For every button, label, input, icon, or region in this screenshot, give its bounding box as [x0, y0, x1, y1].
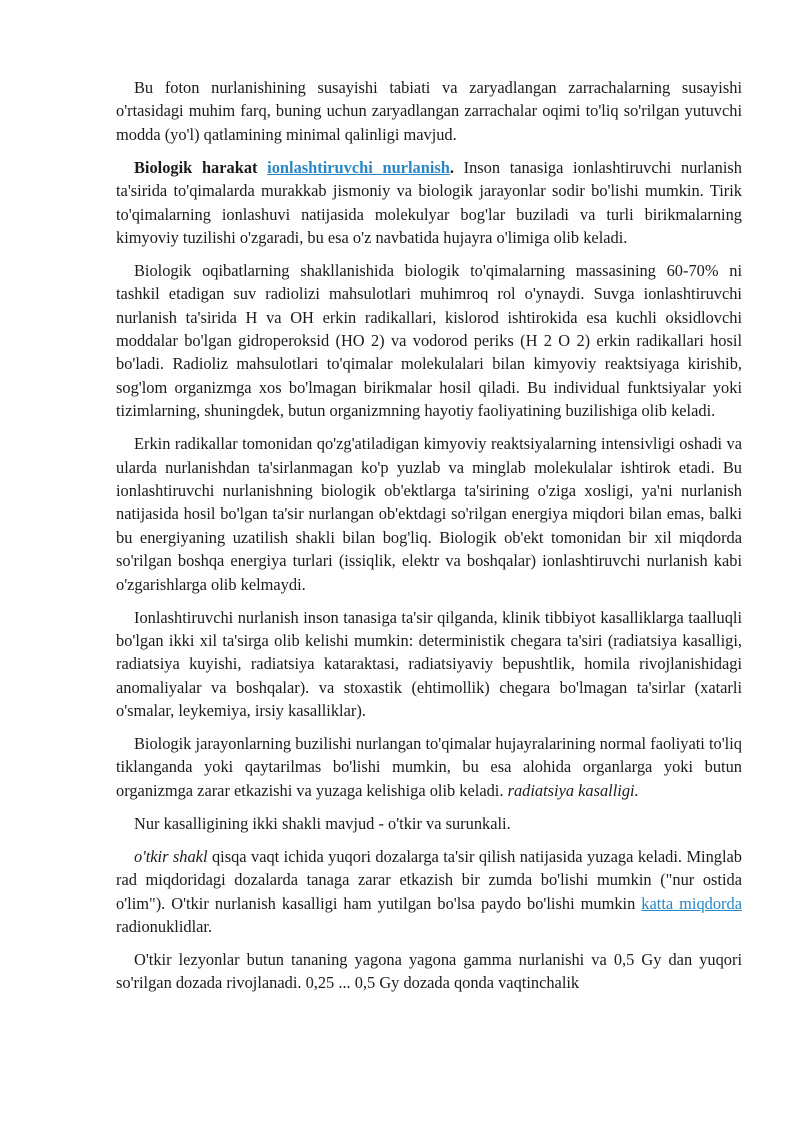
- paragraph-6: [116, 732, 742, 802]
- paragraph-8: [116, 845, 742, 939]
- paragraph-8-text: qisqa vaqt ichida yuqori dozalarga ta'sir qilish natijasida yuzaga keladi. Minglab rad miqdoridagi dozalarda tanaga zarar etkazish bir zumda bo'lishi mumkin ("nur ostida o'lim"). O'tkir nurlanish kasalligi ham yutilgan bo'lsa paydo bo'lishi mumkin: [116, 846, 742, 913]
- paragraph-1: [116, 76, 742, 146]
- large-amount-link[interactable]: katta miqdorda: [641, 893, 742, 913]
- paragraph-7-text: Nur kasalligining ikki shakli mavjud - o'tkir va surunkali.: [134, 813, 511, 833]
- paragraph-4: [116, 432, 742, 596]
- paragraph-1-text: Bu foton nurlanishining susayishi tabiati va zaryadlangan zarrachalarning susayishi o'rtasidagi muhim farq, buning uchun zaryadlangan zarrachalar oqimi to'liq so'rilgan yutuvchi modda (yo'l) qatlamining minimal qalinligi mavjud.: [116, 78, 742, 144]
- paragraph-7: [116, 812, 742, 835]
- paragraph-2-lead: Biologik harakat: [134, 157, 258, 177]
- paragraph-2-period: .: [449, 157, 454, 177]
- ionizing-radiation-link[interactable]: ionlashtiruvchi nurlanish: [267, 157, 450, 177]
- paragraph-9: [116, 948, 742, 995]
- paragraph-4-text: Erkin radikallar tomonidan qo'zg'atiladigan kimyoviy reaktsiyalarning intensivligi oshadi va ularda nurlanishdan ta'sirlanmagan ko'p yuzlab va minglab molekulalar ishtirok etadi. Bu ionlashtiruvchi nurlanishning biologik ob'ektlarga ta'sirining o'ziga xosligi, ya'ni nurlanish natijasida hosil bo'lgan ta'sir nurlangan ob'ektdagi so'rilgan energiya miqdori bilan emas, balki bu energiyaning uzatilish shakli bilan bog'liq. Biologik ob'ekt tomonidan bir xil miqdorda so'rilgan boshqa energiya turlari (issiqlik, elektr va boshqalar) ionlashtiruvchi nurlanish kabi o'zgarishlarga olib kelmaydi.: [116, 434, 742, 594]
- paragraph-5: [116, 606, 742, 723]
- paragraph-5-text: Ionlashtiruvchi nurlanish inson tanasiga ta'sir qilganda, klinik tibbiyot kasalliklarga taalluqli bo'lgan ikki xil ta'sirga olib kelishi mumkin: deterministik chegara ta'siri (radiatsiya kasalligi, radiatsiya kuyishi, radiatsiya kataraktasi, radiatsiyaviy bepushtlik, homila rivojlanishidagi anomaliyalar va boshqalar). va stoxastik (ehtimollik) chegara bo'lmagan ta'sirlar (xatarli o'smalar, leykemiya, irsiy kasalliklar).: [116, 607, 742, 721]
- paragraph-3-text: Biologik oqibatlarning shakllanishida biologik to'qimalarning massasining 60-70% ni tashkil etadigan suv radiolizi mahsulotlari muhimroq rol o'ynaydi. Suvga ionlashtiruvchi nurlanish ta'sirida H va OH erkin radikallari, kislorod ishtirokida esa kuchli oksidlovchi moddalar bo'lgan gidroperoksid (HO 2) va vodorod periks (H 2 O 2) erkin radikallari hosil bo'ladi. Radioliz mahsulotlari to'qimalar molekulalari bilan kimyoviy reaktsiyaga kirishib, sog'lom organizmga xos bo'lmagan birikmalar hosil qiladi. Bu individual funktsiyalar yoki tizimlarning, shuningdek, butun organizmning hayotiy faoliyatining buzilishiga olib keladi.: [116, 260, 742, 421]
- paragraph-8-emphasis: o'tkir shakl: [134, 846, 208, 866]
- paragraph-6-emphasis: radiatsiya kasalligi.: [507, 780, 639, 800]
- paragraph-2: [116, 156, 742, 250]
- paragraph-3: [116, 259, 742, 423]
- paragraph-8-end: radionuklidlar.: [116, 916, 213, 936]
- paragraph-2-text: Inson tanasiga ionlashtiruvchi nurlanish ta'sirida to'qimalarda murakkab jismoniy va biologik jarayonlar sodir bo'lishi mumkin. Tirik to'qimalarning ionlashuvi natijasida molekulyar bog'lar buziladi va turli birikmalarning kimyoviy tuzilishi o'zgaradi, bu esa o'z navbatida hujayra o'limiga olib keladi.: [116, 157, 743, 247]
- paragraph-6-text: Biologik jarayonlarning buzilishi nurlangan to'qimalar hujayralarining normal faoliyati to'liq tiklanganda yoki qaytarilmas bo'lishi mumkin, bu esa alohida organlarga yoki butun organizmga zarar etkazishi va yuzaga kelishiga olib keladi.: [116, 734, 742, 800]
- paragraph-9-text: O'tkir lezyonlar butun tananing yagona yagona gamma nurlanishi va 0,5 Gy dan yuqori so'rilgan dozada rivojlanadi. 0,25 ... 0,5 Gy dozada qonda vaqtinchalik: [116, 949, 742, 993]
